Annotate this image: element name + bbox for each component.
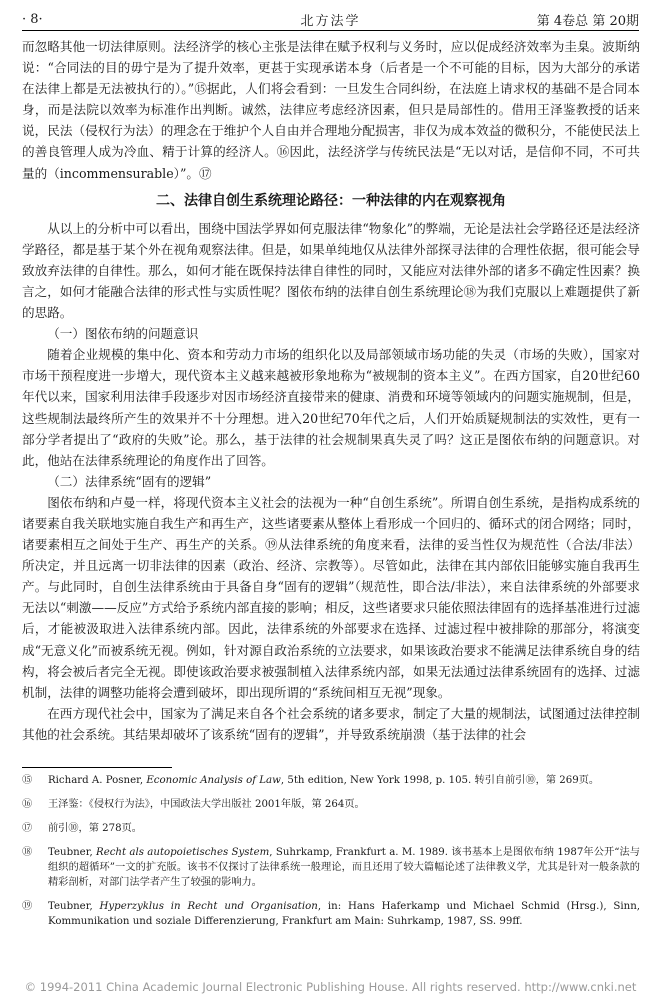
footnote-rule: [22, 767, 172, 768]
paragraph-5: 在西方现代社会中，国家为了满足来自各个社会系统的诸多要求，制定了大量的规制法，试图通过法律控制其他的社会系统。其结果却破坏了该系统“固有的逻辑”，并导致系统崩溃（基于法律的社会: [22, 705, 640, 742]
footnote-number: ⑱: [22, 847, 33, 858]
footnote: [22, 845, 640, 890]
footnote-number: ⑲: [22, 901, 33, 912]
footnote-text: Teubner, Hyperzyklus in Recht und Organisation, in: Hans Haferkamp und Michael Schmid (Hrsg.), Sinn, Kommunikation und soziale Differenzierung, Frankfurt am Main: Suhrkamp, 1987, SS. 99ff.: [48, 901, 641, 927]
footnote-text: 王泽鉴：《侵权行为法》，中国政法大学出版社 2001年版，第 264页。: [48, 799, 365, 810]
issue-info: 第 4卷总 第 20期: [536, 13, 639, 29]
page-number: · 8·: [22, 11, 43, 27]
footnote-number: ⑰: [22, 823, 33, 834]
footnote-text: Teubner, Recht als autopoietisches System, Suhrkamp, Frankfurt a. M. 1989. 该书基本上是图依布纳 1987年公开“法与组织的超循环”一文的扩充版。该书不仅探讨了法律系统一般理论，而且还用了较大篇幅论述了法律教义学，尤其是针对一般条款的精彩剖析，对部门法学者产生了较强的影响力。: [48, 847, 640, 888]
article-body: [22, 36, 640, 745]
footnote-text: 前引⑩，第 278页。: [48, 823, 142, 834]
subsection-heading-1: （一）图依布纳的问题意识: [47, 326, 199, 342]
paragraph-2: 从以上的分析中可以看出，围绕中国法学界如何克服法律“物象化”的弊端，无论是法社会学路径还是法经济学路径，都是基于某个外在视角观察法律。但是，如果单纯地仅从法律外部探寻法律的合理性依据，很可能会导致放弃法律的自律性。那么，如何才能在既保持法律自律性的同时，又能应对法律外部的诸多不确定性因素？换言之，如何才能融合法律的形式性与实质性呢？图依布纳的法律自创生系统理论⑱为我们克服以上难题提供了新的思路。: [22, 220, 640, 321]
paragraph-1: 而忽略其他一切法律原则。法经济学的核心主张是法律在赋予权利与义务时，应以促成经济效率为圭臬。波斯纳说：“合同法的目的毋宁是为了提升效率，更甚于实现承诺本身（后者是一个不可能的目标，因为大部分的承诺在法律上都是无法被执行的）。”⑮据此，人们将会看到：一旦发生合同纠纷，在法庭上请求权的基础不是合同本身，而是法院以效率为标准作出判断。诚然，法律应考虑经济因素，但只是局部性的。借用王泽鉴教授的话来说，民法（侵权行为法）的理念在于维护个人自由并合理地分配损害，非仅为成本效益的微积分，不能使民法上的善良管理人成为冷血、精于计算的经济人。⑯因此，法经济学与传统民法是“无以对话，是信仰不同，不可共量的（incommensurable）”。⑰: [22, 39, 640, 181]
header-rule: [22, 30, 639, 31]
footnote-number: ⑯: [22, 799, 33, 810]
journal-name: 北方法学: [300, 13, 361, 29]
paragraph-4: 图依布纳和卢曼一样，将现代资本主义社会的法视为一种“自创生系统”。所谓自创生系统，是指构成系统的诸要素自我关联地实施自我生产和再生产，这些诸要素从整体上看形成一个回归的、循环式的闭合网络；同时，诸要素相互之间处于生产、再生产的关系。⑲从法律系统的角度来看，法律的妥当性仅为规范性（合法/非法）所决定，并且远离一切非法律的因素（政治、经济、宗教等）。尽管如此，法律在其内部依旧能够实施自我再生产。与此同时，自创生法律系统由于具备自身“固有的逻辑”（规范性，即合法/非法），来自法律系统的外部要求无法以“刺激——反应”方式给予系统内部直接的影响；相反，这些诸要求只能依照法律固有的选择基准进行过滤后，才能被汲取进入法律系统内部。因此，法律系统的外部要求在选择、过滤过程中被排除的那部分，将演变成“无意义化”而被系统无视。例如，针对源自政治系统的立法要求，如果该政治要求不能满足法律系统自身的结构，将会被后者完全无视。即使该政治要求被强制植入法律系统内部，如果无法通过法律系统固有的选择、过滤机制，法律的调整功能将会遭到破坏，即出现所谓的“系统间相互无视”现象。: [22, 494, 640, 700]
footnote: [22, 899, 640, 929]
running-header: [22, 8, 639, 30]
footnotes: [22, 773, 640, 938]
footnote: [22, 797, 640, 812]
footnote-text: Richard A. Posner, Economic Analysis of Law, 5th edition, New York 1998, p. 105. 转引自前引⑩，第 269页。: [48, 775, 600, 786]
section-heading: 二、法律自创生系统理论路径：一种法律的内在观察视角: [156, 192, 506, 209]
subsection-heading-2: （二）法律系统“固有的逻辑”: [47, 473, 212, 489]
paragraph-3: 随着企业规模的集中化、资本和劳动力市场的组织化以及局部领域市场功能的失灵（市场的失败），国家对市场干预程度进一步增大，现代资本主义越来越被形象地称为“被规制的资本主义”。在西方国家，自20世纪60年代以来，国家利用法律手段逐步对因市场经济直接带来的健康、消费和环境等领域内的问题实施规制，但是，这些规制法最终所产生的效果并不十分理想。进入20世纪70年代之后，人们开始质疑规制法的实效性，更有一部分学者提出了“政府的失败”论。那么，基于法律的社会规制果真失灵了吗？这正是图依布纳的问题意识。对此，他站在法律系统理论的角度作出了回答。: [22, 347, 640, 468]
footnote-number: ⑮: [22, 775, 33, 786]
footnote: [22, 821, 640, 836]
copyright-footer: © 1994-2011 China Academic Journal Electronic Publishing House. All rights reserved. http://www.cnki.net: [24, 980, 637, 994]
footnote: [22, 773, 640, 788]
